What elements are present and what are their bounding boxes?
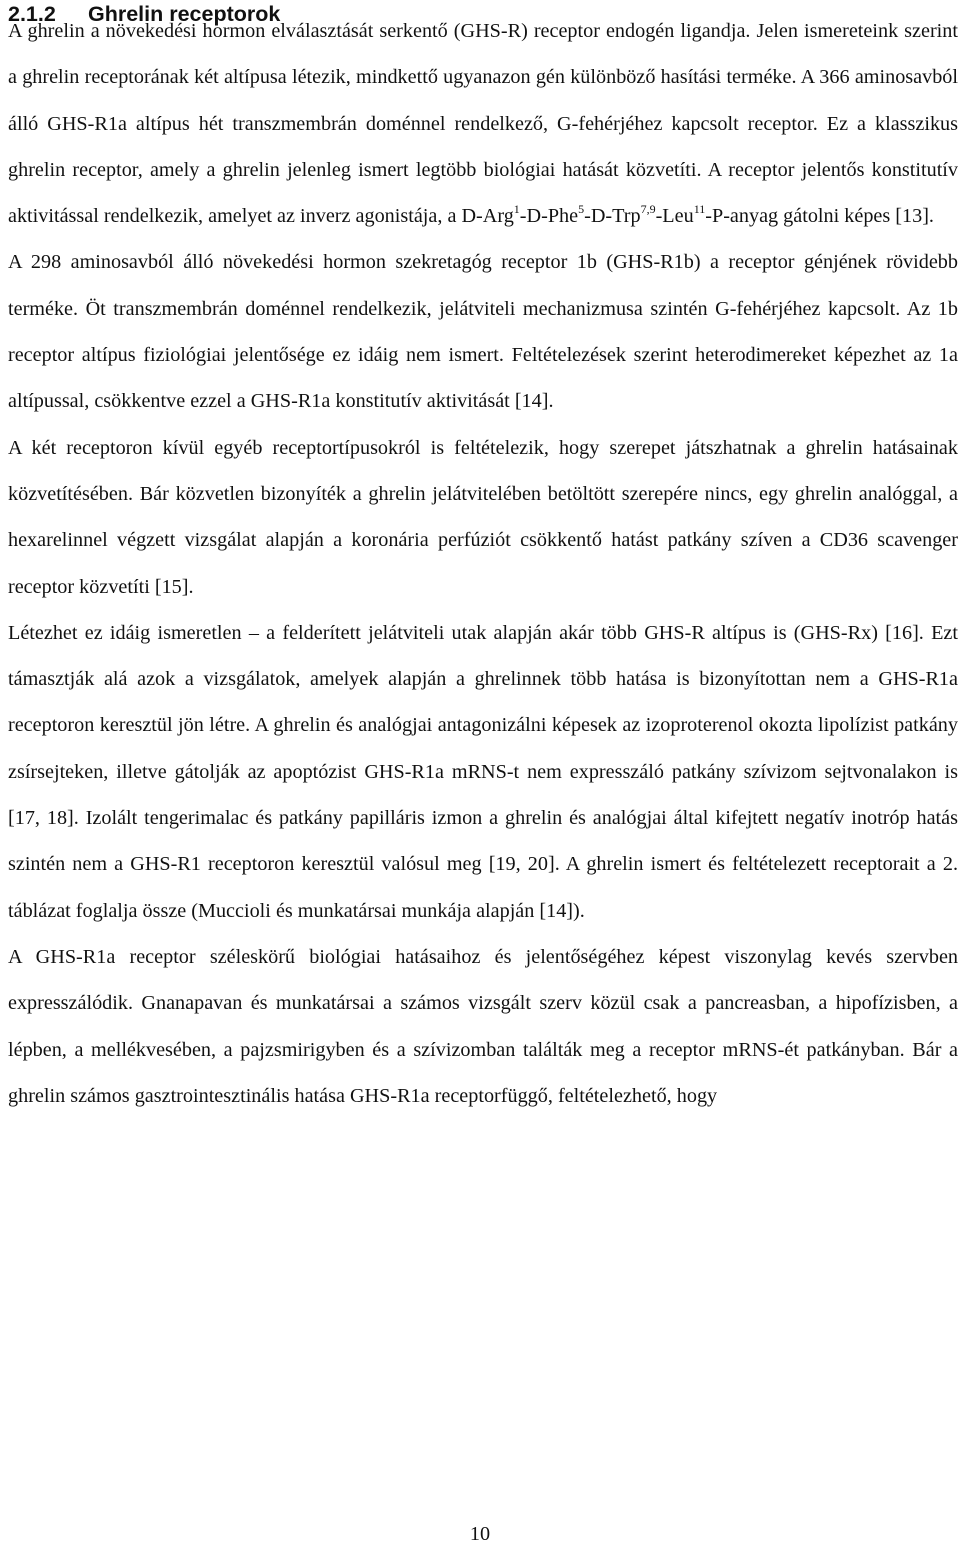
section-title: Ghrelin receptorok (88, 2, 281, 26)
section-number: 2.1.2 (8, 2, 56, 26)
page-number: 10 (469, 1523, 491, 1545)
paragraph-ghs-r1b: A 298 aminosavból álló növekedési hormon szekretagóg receptor 1b (GHS-R1b) a receptor génjének rövidebb terméke. Öt transzmembrán doménnel rendelkezik, jelátviteli mechanizmusa szintén G-fehérjéhez kapcsolt. Az 1b receptor altípus fiziológiai jelentősége ez idáig nem ismert. Feltételezések szerint heterodimereket képezhet az 1a altípussal, csökkentve ezzel a GHS-R1a konstitutív aktivitását [14]. (8, 251, 958, 413)
paragraph-text: A ghrelin a növekedési hormon elválasztását serkentő (GHS-R) receptor endogén ligandja. Jelen ismereteink szerint a ghrelin receptorának két altípusa létezik, mindkettő ugyanazon gén különböző hasítási terméke. A 366 aminosavból álló GHS-R1a altípus hét transzmembrán doménnel rendelkező, G-fehérjéhez kapcsolt receptor. Ez a klasszikus ghrelin receptor, amely a ghrelin jelenleg ismert legtöbb biológiai hatását közvetíti. A receptor jelentős konstitutív aktivitással rendelkezik, amelyet az inverz agonistája, a D-Arg (8, 20, 958, 228)
paragraph-text: -P-anyag gátolni képes [13]. (705, 205, 934, 228)
paragraph-text: -D-Phe (519, 205, 579, 228)
superscript: 7,9 (640, 202, 656, 217)
superscript: 1 (513, 202, 520, 217)
paragraph-text: -Leu (655, 205, 694, 228)
paragraph-expression: A GHS-R1a receptor széleskörű biológiai hatásaihoz és jelentőségéhez képest viszonylag kevés szervben expresszálódik. Gnanapavan és munkatársai a számos vizsgált szerv közül csak a pancreasban, a hipofízisben, a lépben, a mellékvesében, a pajzsmirigyben és a szívizomban találták meg a receptor mRNS-ét patkányban. Bár a ghrelin számos gasztrointesztinális hatása GHS-R1a receptorfüggő, feltételezhető, hogy (8, 945, 958, 1107)
body-text (8, 8, 958, 1119)
superscript: 11 (693, 202, 706, 217)
paragraph-text: -D-Trp (584, 205, 641, 228)
superscript: 5 (578, 202, 585, 217)
paragraph-ghrelin-receptor-intro (8, 8, 958, 239)
paragraph-other-receptors: A két receptoron kívül egyéb receptortípusokról is feltételezik, hogy szerepet játszhatnak a ghrelin hatásainak közvetítésében. Bár közvetlen bizonyíték a ghrelin jelátvitelében betöltött szerepére nincs, egy ghrelin analóggal, a hexarelinnel végzett vizsgálat alapján a koronária perfúziót csökkentő hatást patkány szíven a CD36 scavenger receptor közvetíti [15]. (8, 436, 958, 598)
paragraph-ghs-rx: Létezhet ez idáig ismeretlen – a felderített jelátviteli utak alapján akár több GHS-R altípus is (GHS-Rx) [16]. Ezt támasztják alá azok a vizsgálatok, amelyek alapján a ghrelinnek több hatása is bizonyítottan nem a GHS-R1a receptoron keresztül jön létre. A ghrelin és analógjai antagonizálni képesek az izoproterenol okozta lipolízist patkány zsírsejteken, illetve gátolják az apoptózist GHS-R1a mRNS-t nem expresszáló patkány szívizom sejtvonalakon is [17, 18]. Izolált tengerimalac és patkány papilláris izmon a ghrelin és analógjai által kifejtett negatív inotróp hatás szintén nem a GHS-R1 receptoron keresztül valósul meg [19, 20]. A ghrelin ismert és feltételezett receptorait a 2. táblázat foglalja össze (Muccioli és munkatársai munkája alapján [14]). (8, 621, 958, 922)
